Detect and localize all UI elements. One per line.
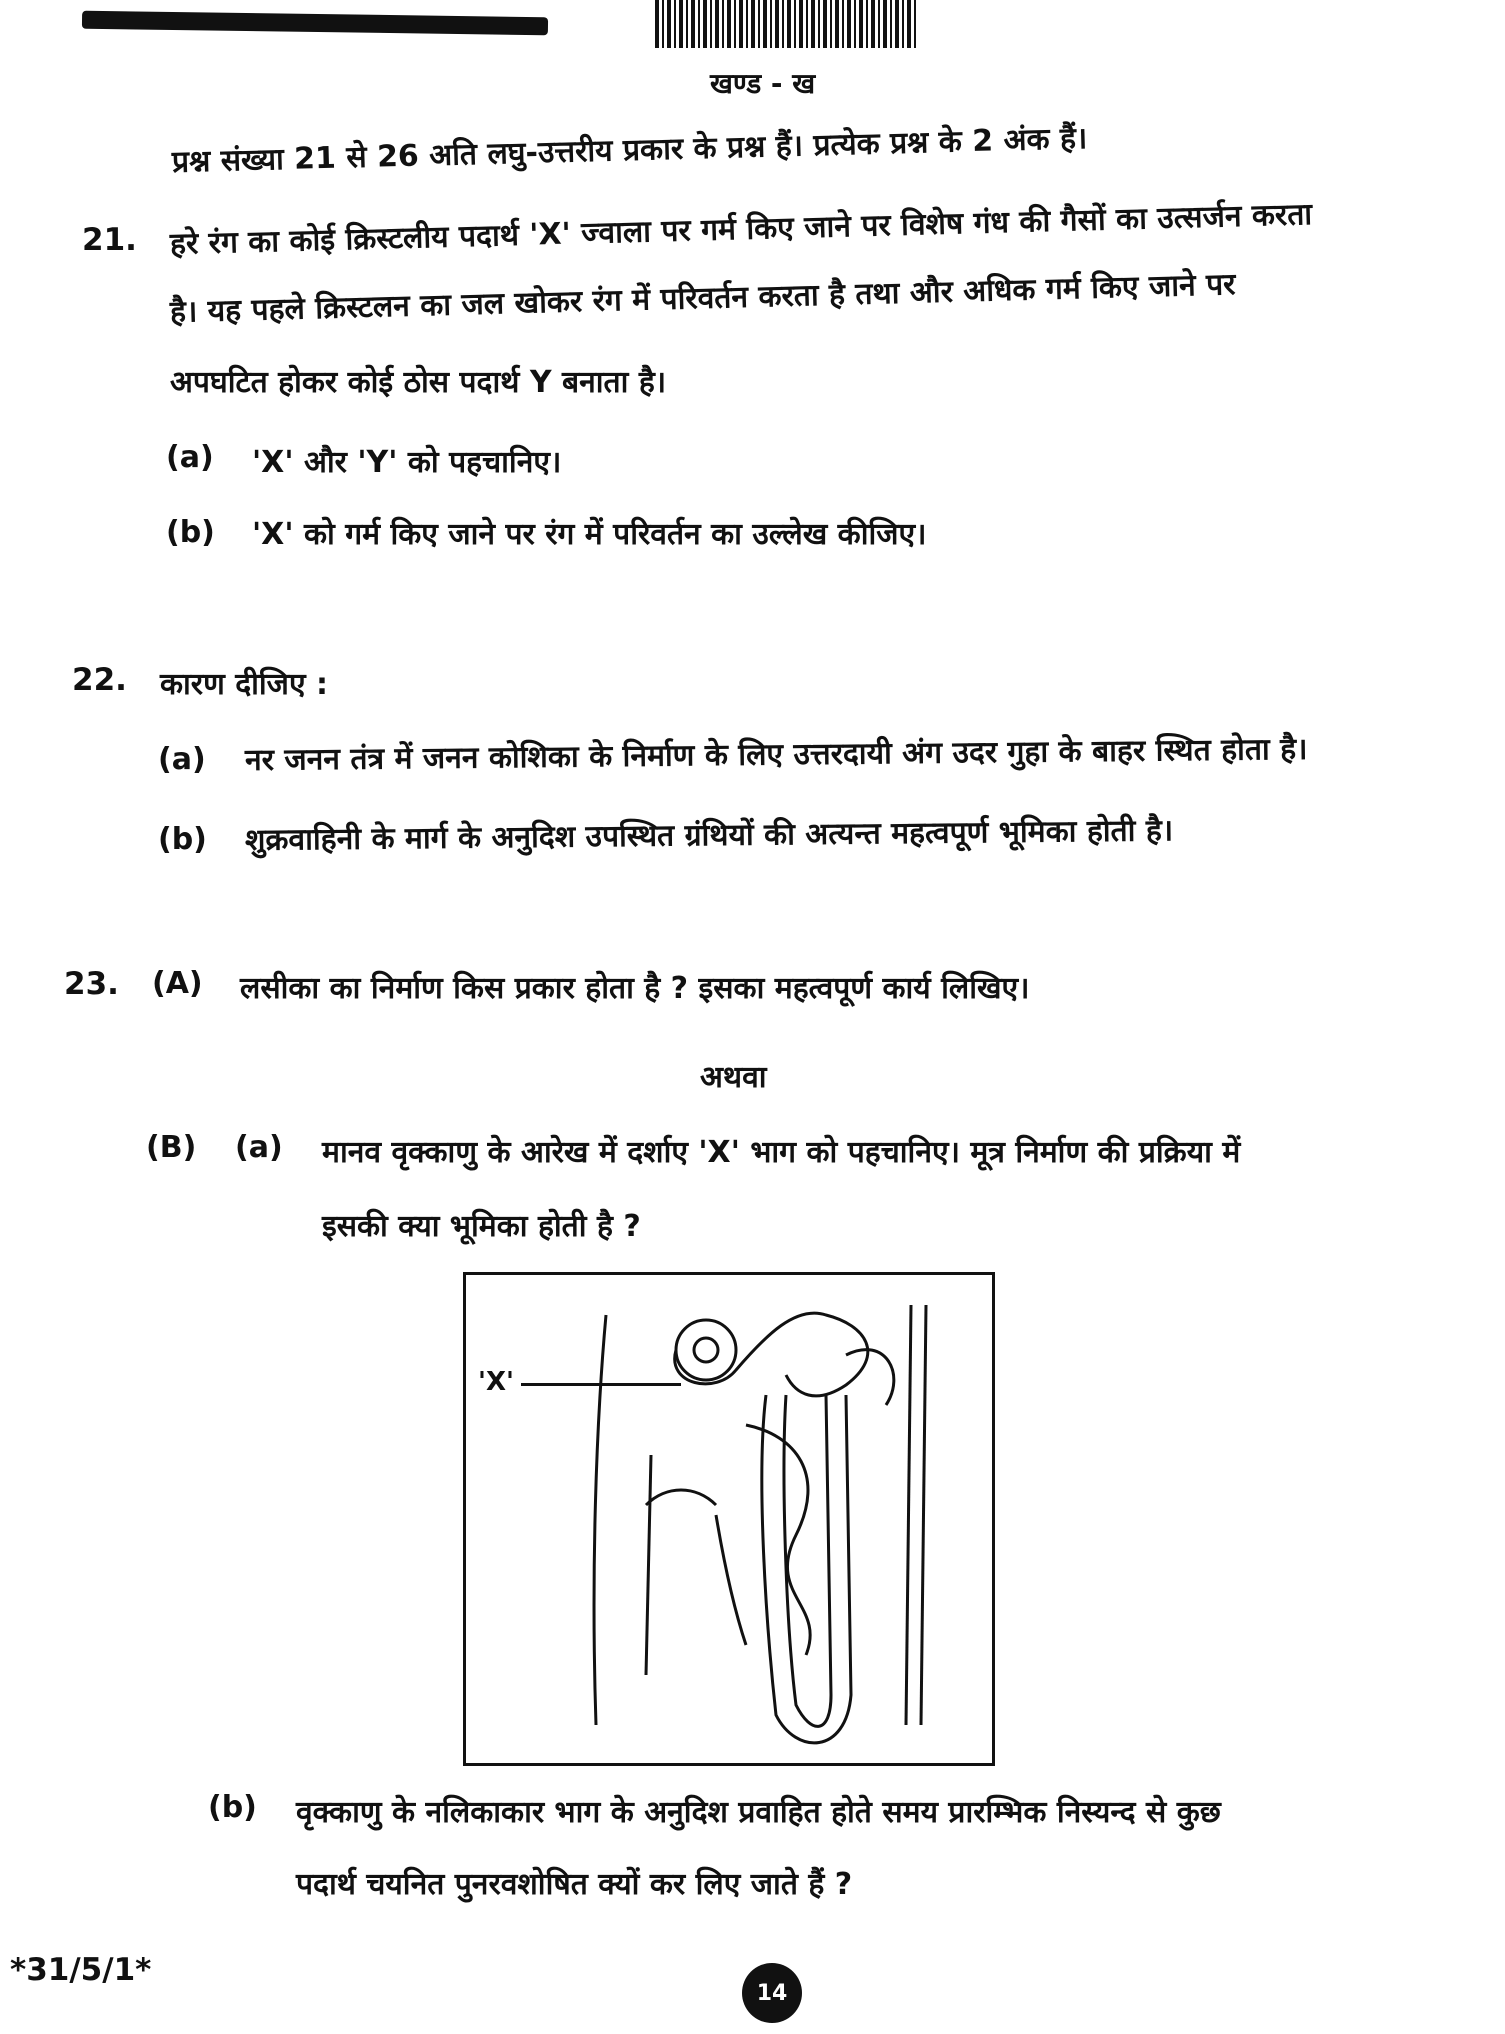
question-number: 21. [82, 222, 137, 258]
label-pointer-line [521, 1383, 681, 1386]
q22-line: कारण दीजिए : [160, 667, 328, 702]
part-label: (a) [158, 742, 206, 777]
part-label: (a) [235, 1130, 283, 1165]
instructions: प्रश्न संख्या 21 से 26 अति लघु-उत्तरीय प्रकार के प्रश्न हैं। प्रत्येक प्रश्न के 2 अंक हैं। [171, 121, 1088, 180]
q21-line-2: है। यह पहले क्रिस्टलन का जल खोकर रंग में परिवर्तन करता है तथा और अधिक गर्म किए जाने पर [169, 267, 1236, 330]
q22-part-a: नर जनन तंत्र में जनन कोशिका के निर्माण के लिए उत्तरदायी अंग उदर गुहा के बाहर स्थित होता है। [244, 731, 1308, 778]
header-bar [82, 11, 548, 36]
q21-part-a: 'X' और 'Y' को पहचानिए। [252, 445, 562, 480]
q21-line-1: हरे रंग का कोई क्रिस्टलीय पदार्थ 'X' ज्वाला पर गर्म किए जाने पर विशेष गंध की गैसों का उत्सर्जन करता [169, 197, 1313, 262]
part-label: (b) [158, 822, 207, 857]
or-label: अथवा [700, 1060, 767, 1095]
page-number: 14 [742, 1963, 802, 2023]
artery-line [594, 1315, 606, 1725]
q23-b-a-line-2: इसकी क्या भूमिका होती है ? [322, 1209, 641, 1244]
option-label: (A) [152, 966, 203, 1001]
part-label: (b) [208, 1790, 257, 1825]
diagram-label-x: 'X' [478, 1367, 514, 1397]
part-label: (a) [166, 440, 214, 475]
q23-b-b-line-1: वृक्काणु के नलिकाकार भाग के अनुदिश प्रवाहित होते समय प्रारम्भिक निस्यन्द से कुछ [296, 1795, 1221, 1830]
barcode [655, 0, 917, 48]
q22-part-b: शुक्रवाहिनी के मार्ग के अनुदिश उपस्थित ग्रंथियों की अत्यन्त महत्वपूर्ण भूमिका होती है। [244, 813, 1174, 858]
q23-b-a-line-1: मानव वृक्काणु के आरेख में दर्शाए 'X' भाग को पहचानिए। मूत्र निर्माण की प्रक्रिया में [322, 1135, 1241, 1170]
part-label: (b) [166, 515, 215, 550]
q21-part-b: 'X' को गर्म किए जाने पर रंग में परिवर्तन का उल्लेख कीजिए। [252, 517, 927, 552]
section-title: खण्ड - ख [710, 67, 816, 100]
nephron-diagram [463, 1272, 995, 1766]
option-label: (B) [146, 1130, 197, 1165]
question-number: 22. [72, 662, 127, 698]
q23-b-b-line-2: पदार्थ चयनित पुनरवशोषित क्यों कर लिए जाते हैं ? [296, 1867, 853, 1902]
q21-line-3: अपघटित होकर कोई ठोस पदार्थ Y बनाता है। [170, 365, 667, 400]
question-number: 23. [64, 966, 119, 1002]
q23-option-a: लसीका का निर्माण किस प्रकार होता है ? इसका महत्वपूर्ण कार्य लिखिए। [240, 971, 1030, 1006]
paper-code: *31/5/1* [10, 1952, 152, 1988]
